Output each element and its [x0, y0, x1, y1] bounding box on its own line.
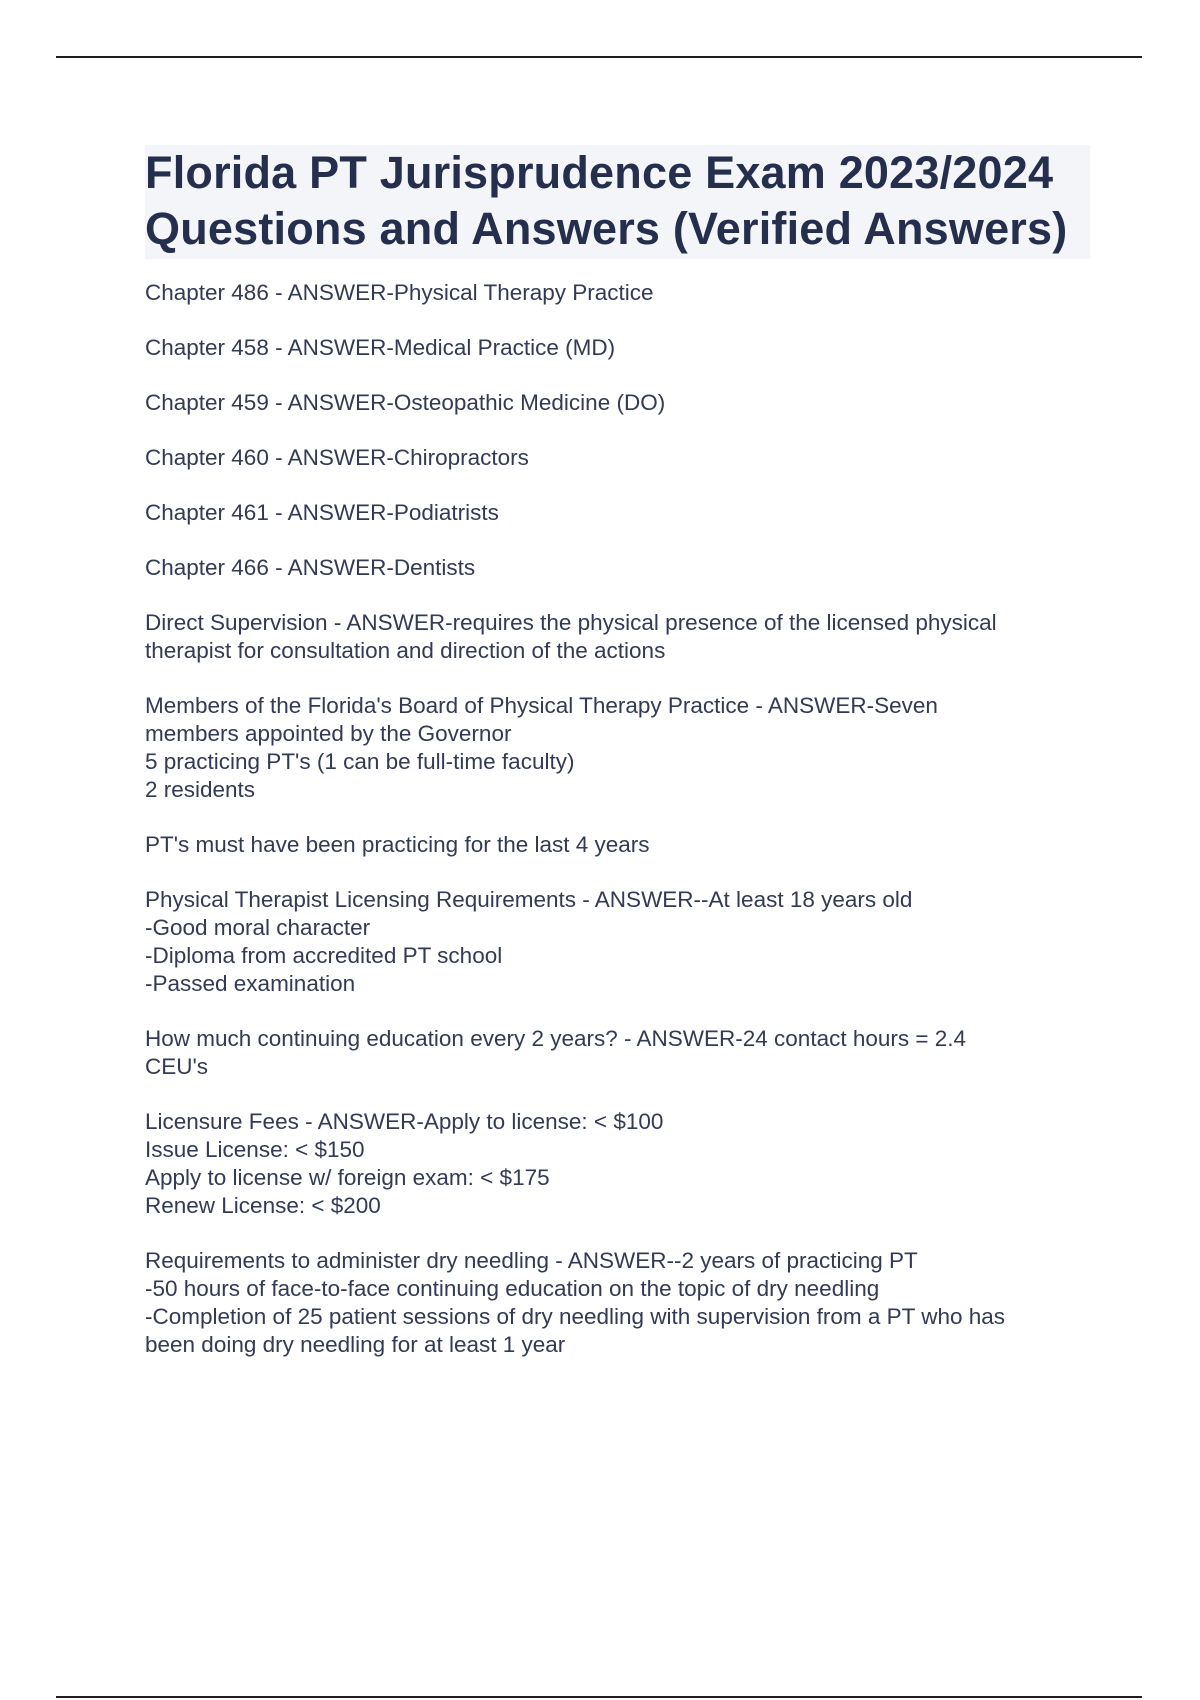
- qa-entry: How much continuing education every 2 years? - ANSWER-24 contact hours = 2.4 CEU's: [145, 1026, 967, 1079]
- qa-entry: Members of the Florida's Board of Physical Therapy Practice - ANSWER-Seven members appointed by the Governor 5 practicing PT's (1 can be full-time faculty) 2 residents: [145, 693, 938, 802]
- qa-entry: Licensure Fees - ANSWER-Apply to license: < $100 Issue License: < $150 Apply to license w/ foreign exam: < $175 Renew License: < $200: [145, 1109, 664, 1218]
- qa-entry: Chapter 460 - ANSWER-Chiropractors: [145, 445, 529, 470]
- qa-list: [145, 279, 1090, 1359]
- qa-entry: Physical Therapist Licensing Requirements - ANSWER--At least 18 years old -Good moral character -Diploma from accredited PT school -Passed examination: [145, 887, 913, 996]
- bottom-rule: [56, 1696, 1142, 1698]
- document-body: [145, 145, 1090, 1386]
- top-rule: [56, 56, 1142, 58]
- qa-entry: Chapter 459 - ANSWER-Osteopathic Medicine (DO): [145, 390, 666, 415]
- qa-entry: Chapter 461 - ANSWER-Podiatrists: [145, 500, 499, 525]
- qa-entry: Chapter 466 - ANSWER-Dentists: [145, 555, 476, 580]
- title-block: [145, 145, 1090, 259]
- qa-entry: Chapter 486 - ANSWER-Physical Therapy Practice: [145, 280, 654, 305]
- qa-entry: Direct Supervision - ANSWER-requires the physical presence of the licensed physical therapist for consultation and direction of the actions: [145, 610, 997, 663]
- qa-entry: Requirements to administer dry needling - ANSWER--2 years of practicing PT -50 hours of face-to-face continuing education on the topic of dry needling -Completion of 25 patient sessions of dry needling with supervision from a PT who has been doing dry needling for at least 1 year: [145, 1248, 1006, 1357]
- qa-entry: Chapter 458 - ANSWER-Medical Practice (MD): [145, 335, 616, 360]
- document-title: Florida PT Jurisprudence Exam 2023/2024 Questions and Answers (Verified Answers): [145, 147, 1068, 254]
- qa-entry: PT's must have been practicing for the last 4 years: [145, 832, 650, 857]
